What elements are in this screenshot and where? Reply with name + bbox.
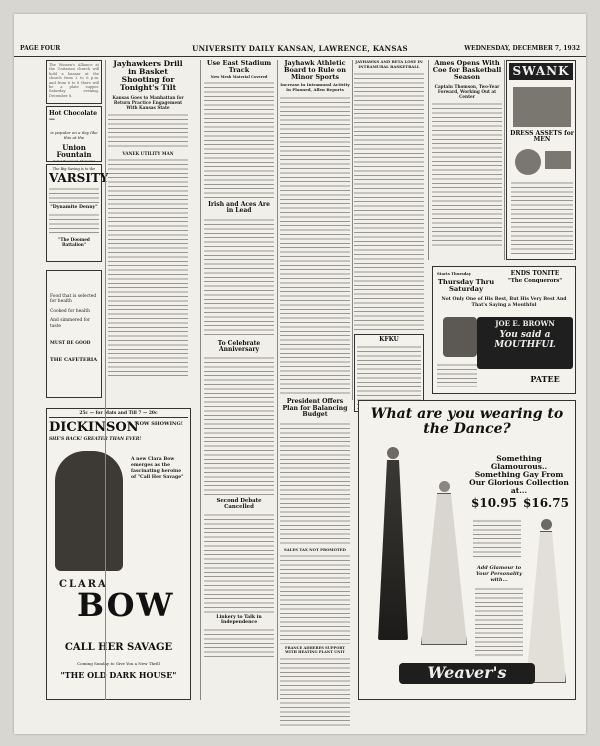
union-fountain-ad: Hot Chocolate— is popular on a day like this at the Union Fountain Kellet Basement, Memorial: [46, 106, 102, 162]
joe-brown-photo: [443, 317, 477, 357]
newspaper-page: [14, 14, 586, 734]
dress-figure-middle: [419, 481, 469, 651]
masthead: [14, 42, 586, 57]
column-three: Use East Stadium Track New Mesh Material Covered Irish and Aces Are in Lead To Celebrate Anniversary Second Debate Cancelled Linkery to Talk in Independence: [204, 60, 274, 658]
tie-clip-image: [545, 151, 571, 169]
kfku-box: KFKU: [354, 334, 424, 412]
swank-product-image: [513, 87, 571, 127]
column-six: Ames Opens With Coe for Basketball Season Captain Thomson, Two-Year Forward, Working Out at Center: [432, 60, 502, 246]
womens-alliance-notice: The Women's Alliance at the Unitarian church will hold a bazaar at the church from 2 to 6 p.m. and from 6 to 8 there will be a plate supper. Saturday evening, December 8.: [46, 60, 102, 104]
newspaper-title: UNIVERSITY DAILY KANSAN, LAWRENCE, KANSAS: [192, 44, 408, 53]
page-number: PAGE FOUR: [20, 45, 61, 52]
joe-brown-banner: JOE E. BROWN You said a MOUTHFUL: [477, 317, 573, 369]
column-four: Jayhawk Athletic Board to Rule on Minor Sports Increase in Intramural Activity In Planned, Allen Reports President Offers Plan for Balancing Budget SALES TAX NOT PROMOTED FRANCE ADHERES SUPPORT WITH HEATING PLANT UNIT: [280, 60, 350, 729]
swank-ad: SWANK DRESS ASSETS for MEN: [506, 60, 576, 260]
cufflink-image: [515, 149, 541, 175]
column-five: JAYHAWKS AND BETA LOSE IN INTRAMURAL BASKETBALL KFKU: [354, 60, 424, 412]
dress-figure-left: [367, 447, 419, 647]
patee-theater-ad: Starts Thursday Thursday Thru Saturday ENDS TONITE "The Conquerors" Not Only One of His Best, But His Very Best And That's Saying a Mouthful JOE E. BROWN You said a MOUTHFUL PATEE: [432, 266, 576, 394]
varsity-theater-ad: The Big Saving is to the VARSITY "Dynamite Denny" "The Doomed Battalion": [46, 164, 102, 262]
weavers-logo: Weaver's: [399, 663, 535, 684]
clara-bow-photo: [55, 451, 123, 571]
basketball-article: Jayhawkers Drill in Basket Shooting for Tonight's Tilt Kansas Goes to Manhattan for Return Practice Engagement With Kansas State VANEK UTILITY MAN: [108, 60, 188, 376]
weavers-ad: What are you wearing to the Dance? Something Glamourous.. Something Gay From Our Glorious Collection at... $10.95 $16.75 Add Glamour to Your Personality with... Weaver's: [358, 400, 576, 700]
cafeteria-ad: Food that is selected for health Cooked for health And simmered for taste MUST BE GOOD THE CAFETERIA: [46, 270, 102, 398]
issue-date: WEDNESDAY, DECEMBER 7, 1932: [464, 45, 580, 52]
dickinson-theater-ad: 25c — for Mats and Till 7 — 20c DICKINSON NOW SHOWING! SHE'S BACK! GREATER THAN EVER! A new Clara Bow emerges as the fascinating heroine of "Call Her Savage" CLARA BOW CALL HER SAVAGE Coming Sunday to Give You a New Thrill "THE OLD DARK HOUSE": [46, 408, 191, 700]
